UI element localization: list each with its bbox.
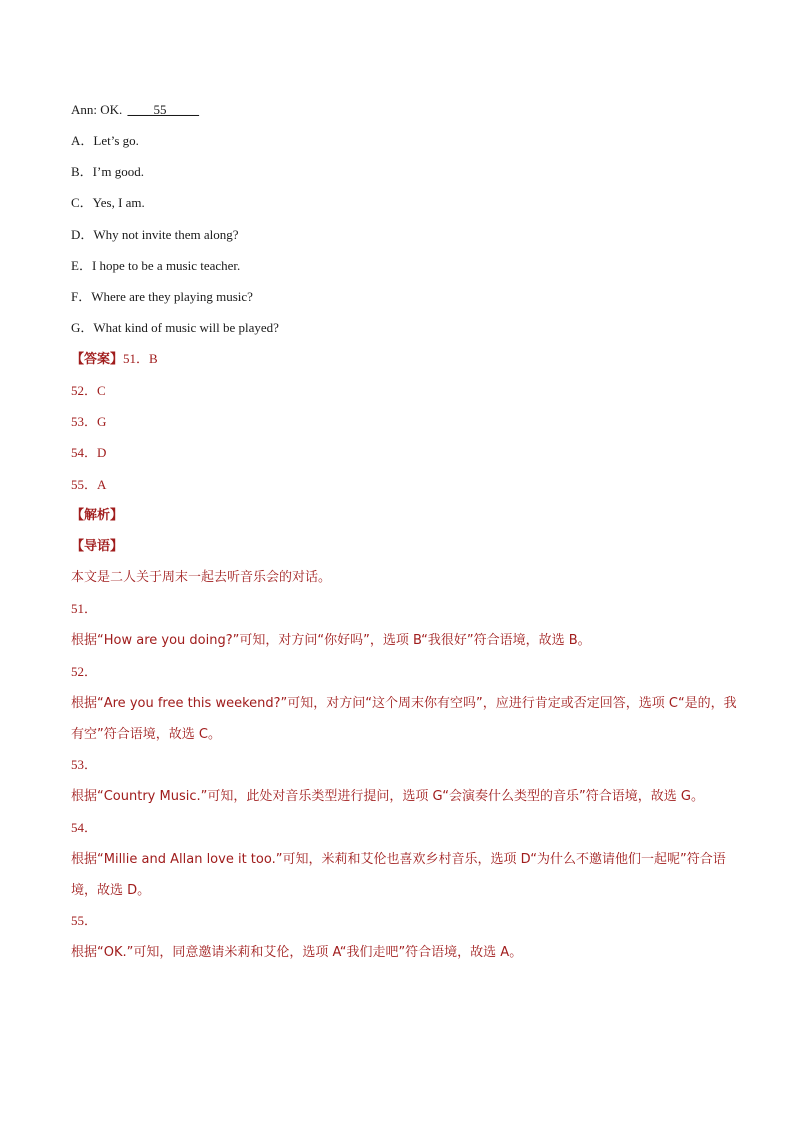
explanation-52-num: 52． (71, 664, 98, 679)
option-e: E．I hope to be a music teacher. (71, 258, 241, 273)
explanation-53-text: 根据“Country Music.”可知，此处对音乐类型进行提问，选项 G“会演奏什么类型的音乐”符合语境，故选 G。 (71, 789, 704, 804)
answer-line (71, 350, 158, 369)
answer-51: 51．B (123, 351, 158, 366)
dialogue-speaker-text: Ann: OK. (71, 102, 126, 117)
analysis-label: 【解析】 (71, 508, 124, 523)
answer-53: 53．G (71, 414, 107, 429)
explanation-55-text: 根据“OK.”可知，同意邀请米莉和艾伦，选项 A“我们走吧”符合语境，故选 A。 (71, 945, 523, 960)
option-d: D．Why not invite them along? (71, 227, 239, 242)
explanation-51-num: 51． (71, 601, 98, 616)
answer-54: 54．D (71, 445, 107, 460)
dialogue-line (71, 101, 201, 119)
answer-label: 【答案】 (71, 352, 124, 367)
option-b: B．I’m good. (71, 164, 144, 179)
explanation-54-text: 根据“Millie and Allan love it too.”可知，米莉和艾伦也喜欢乡村音乐，选项 D“为什么不邀请他们一起呢”符合语境，故选 D。 (71, 852, 726, 898)
option-g: G．What kind of music will be played? (71, 320, 279, 335)
explanation-51-text: 根据“How are you doing?”可知，对方问“你好吗”，选项 B“我很好”符合语境，故选 B。 (71, 633, 591, 648)
option-c: C．Yes, I am. (71, 195, 145, 210)
explanation-52-text: 根据“Are you free this weekend?”可知，对方问“这个周末你有空吗”，应进行肯定或否定回答，选项 C“是的，我有空”符合语境，故选 C。 (71, 696, 737, 742)
answer-55: 55．A (71, 477, 107, 492)
answer-blank: ____55_____ (127, 102, 200, 117)
guide-text: 本文是二人关于周末一起去听音乐会的对话。 (71, 570, 332, 585)
guide-label: 【导语】 (71, 539, 124, 554)
option-f: F．Where are they playing music? (71, 289, 253, 304)
answer-52: 52．C (71, 383, 106, 398)
explanation-55-num: 55． (71, 913, 98, 928)
explanation-54-num: 54． (71, 820, 98, 835)
option-a: A．Let’s go. (71, 133, 139, 148)
explanation-53-num: 53． (71, 757, 98, 772)
